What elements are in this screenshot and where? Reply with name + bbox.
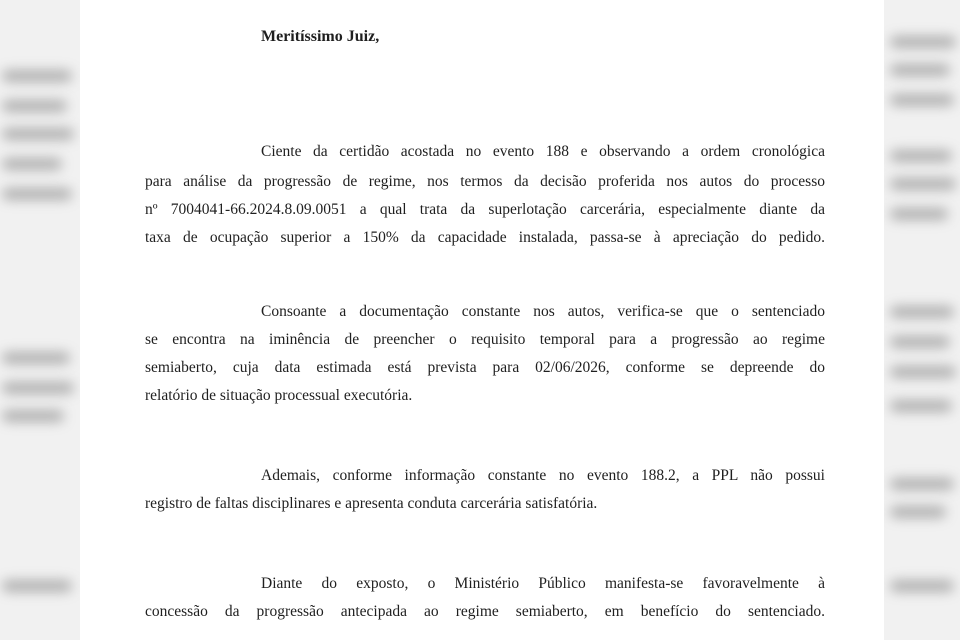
blurred-text-line	[890, 400, 952, 412]
blurred-text-line	[2, 128, 74, 140]
paragraph-2-line-3: semiaberto, cuja data estimada está prevista para 02/06/2026, conforme se depreende do	[145, 359, 825, 376]
blurred-left-margin	[0, 0, 80, 640]
blurred-text-line	[2, 158, 62, 170]
blurred-text-line	[2, 70, 72, 82]
blurred-text-line	[2, 580, 72, 592]
blurred-text-line	[890, 36, 956, 48]
blurred-text-line	[2, 352, 70, 364]
blurred-text-line	[2, 382, 74, 394]
blurred-text-line	[890, 306, 954, 318]
salutation: Meritíssimo Juiz,	[261, 28, 380, 45]
paragraph-3-line-1: Ademais, conforme informação constante no evento 188.2, a PPL não possui	[261, 467, 825, 484]
blurred-text-line	[890, 178, 956, 190]
blurred-text-line	[890, 208, 948, 220]
blurred-text-line	[890, 506, 946, 518]
blurred-text-line	[890, 336, 950, 348]
paragraph-1-line-4: taxa de ocupação superior a 150% da capacidade instalada, passa-se à apreciação do pedido.	[145, 229, 825, 246]
paragraph-1-line-2: para análise da progressão de regime, nos termos da decisão proferida nos autos do processo	[145, 173, 825, 190]
paragraph-2-line-4: relatório de situação processual executória.	[145, 387, 413, 404]
document-page	[80, 0, 884, 640]
paragraph-4-line-1: Diante do exposto, o Ministério Público manifesta-se favoravelmente à	[261, 575, 825, 592]
blurred-text-line	[2, 100, 67, 112]
blurred-text-line	[2, 410, 64, 422]
paragraph-2-line-1: Consoante a documentação constante nos autos, verifica-se que o sentenciado	[261, 303, 825, 320]
blurred-text-line	[890, 366, 956, 378]
paragraph-1-line-1: Ciente da certidão acostada no evento 188 e observando a ordem cronológica	[261, 143, 825, 160]
paragraph-3-line-2: registro de faltas disciplinares e apresenta conduta carcerária satisfatória.	[145, 495, 598, 512]
blurred-text-line	[890, 64, 950, 76]
blurred-text-line	[890, 94, 954, 106]
blurred-text-line	[890, 478, 954, 490]
paragraph-1-line-3: nº 7004041-66.2024.8.09.0051 a qual trata da superlotação carcerária, especialmente diante da	[145, 201, 825, 218]
paragraph-2-line-2: se encontra na iminência de preencher o requisito temporal para a progressão ao regime	[145, 331, 825, 348]
blurred-text-line	[2, 188, 72, 200]
blurred-text-line	[890, 150, 952, 162]
blurred-right-margin	[884, 0, 960, 640]
blurred-text-line	[890, 580, 954, 592]
paragraph-4-line-2: concessão da progressão antecipada ao regime semiaberto, em benefício do sentenciado.	[145, 603, 825, 620]
